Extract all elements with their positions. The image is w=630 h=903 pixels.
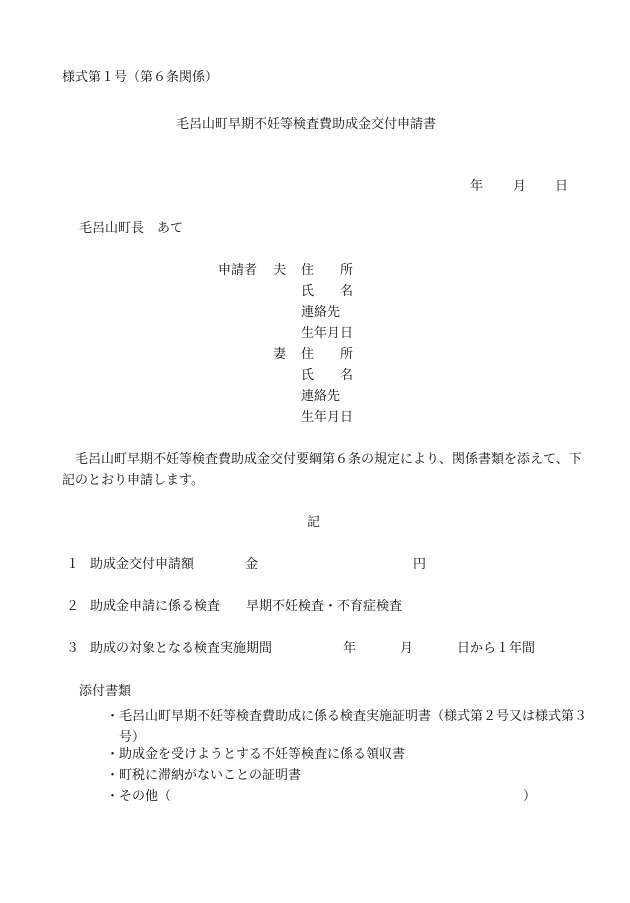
date-month: 月 (513, 179, 527, 194)
husband-label: 夫 (273, 263, 287, 278)
wife-label: 妻 (273, 347, 287, 362)
wife-birthdate-label: 生年月日 (301, 410, 354, 425)
attachment-item: ・毛呂山町早期不妊等検査費助成に係る検査実施証明書（様式第２号又は様式第３号） (106, 709, 588, 745)
applicant-label: 申請者 (218, 263, 258, 278)
husband-address-label: 住 所 (301, 263, 354, 278)
wife-address-label: 住 所 (301, 347, 354, 362)
form-label: 様式第１号（第６条関係） (62, 70, 219, 85)
item-1-yen: 円 (413, 557, 427, 572)
date-day: 日 (555, 179, 569, 194)
wife-name-label: 氏 名 (301, 368, 354, 383)
attachment-other-label: ・その他（ (106, 789, 172, 804)
date-year: 年 (470, 179, 484, 194)
husband-name-label: 氏 名 (301, 284, 354, 299)
attachment-other-close: ） (523, 789, 537, 804)
item-3-month: 月 (400, 641, 414, 656)
item-1-number: １ (66, 557, 80, 572)
ki-heading: 記 (307, 515, 321, 530)
item-3-label: 助成の対象となる検査実施期間 (90, 641, 273, 656)
attachments-heading: 添付書類 (79, 684, 132, 699)
attachment-item: ・助成金を受けようとする不妊等検査に係る領収書 (106, 747, 406, 762)
item-2-number: ２ (66, 599, 80, 614)
wife-contact-label: 連絡先 (301, 389, 341, 404)
item-1-label: 助成金交付申請額 (90, 557, 195, 572)
document-title: 毛呂山町早期不妊等検査費助成金交付申請書 (176, 117, 437, 132)
attachment-item: ・町税に滞納がないことの証明書 (106, 768, 302, 783)
husband-contact-label: 連絡先 (301, 305, 341, 320)
item-3-year: 年 (343, 641, 357, 656)
item-3-number: ３ (66, 641, 80, 656)
husband-birthdate-label: 生年月日 (301, 326, 354, 341)
item-2-value: 早期不妊検査・不育症検査 (246, 599, 403, 614)
item-2-label: 助成金申請に係る検査 (90, 599, 221, 614)
item-3-suffix: 日から１年間 (457, 641, 536, 656)
addressee: 毛呂山町長 あて (79, 221, 184, 236)
item-1-kin: 金 (245, 557, 259, 572)
body-text: 毛呂山町早期不妊等検査費助成金交付要綱第６条の規定により、関係書類を添えて、下記のとおり申請します。 (62, 452, 582, 488)
